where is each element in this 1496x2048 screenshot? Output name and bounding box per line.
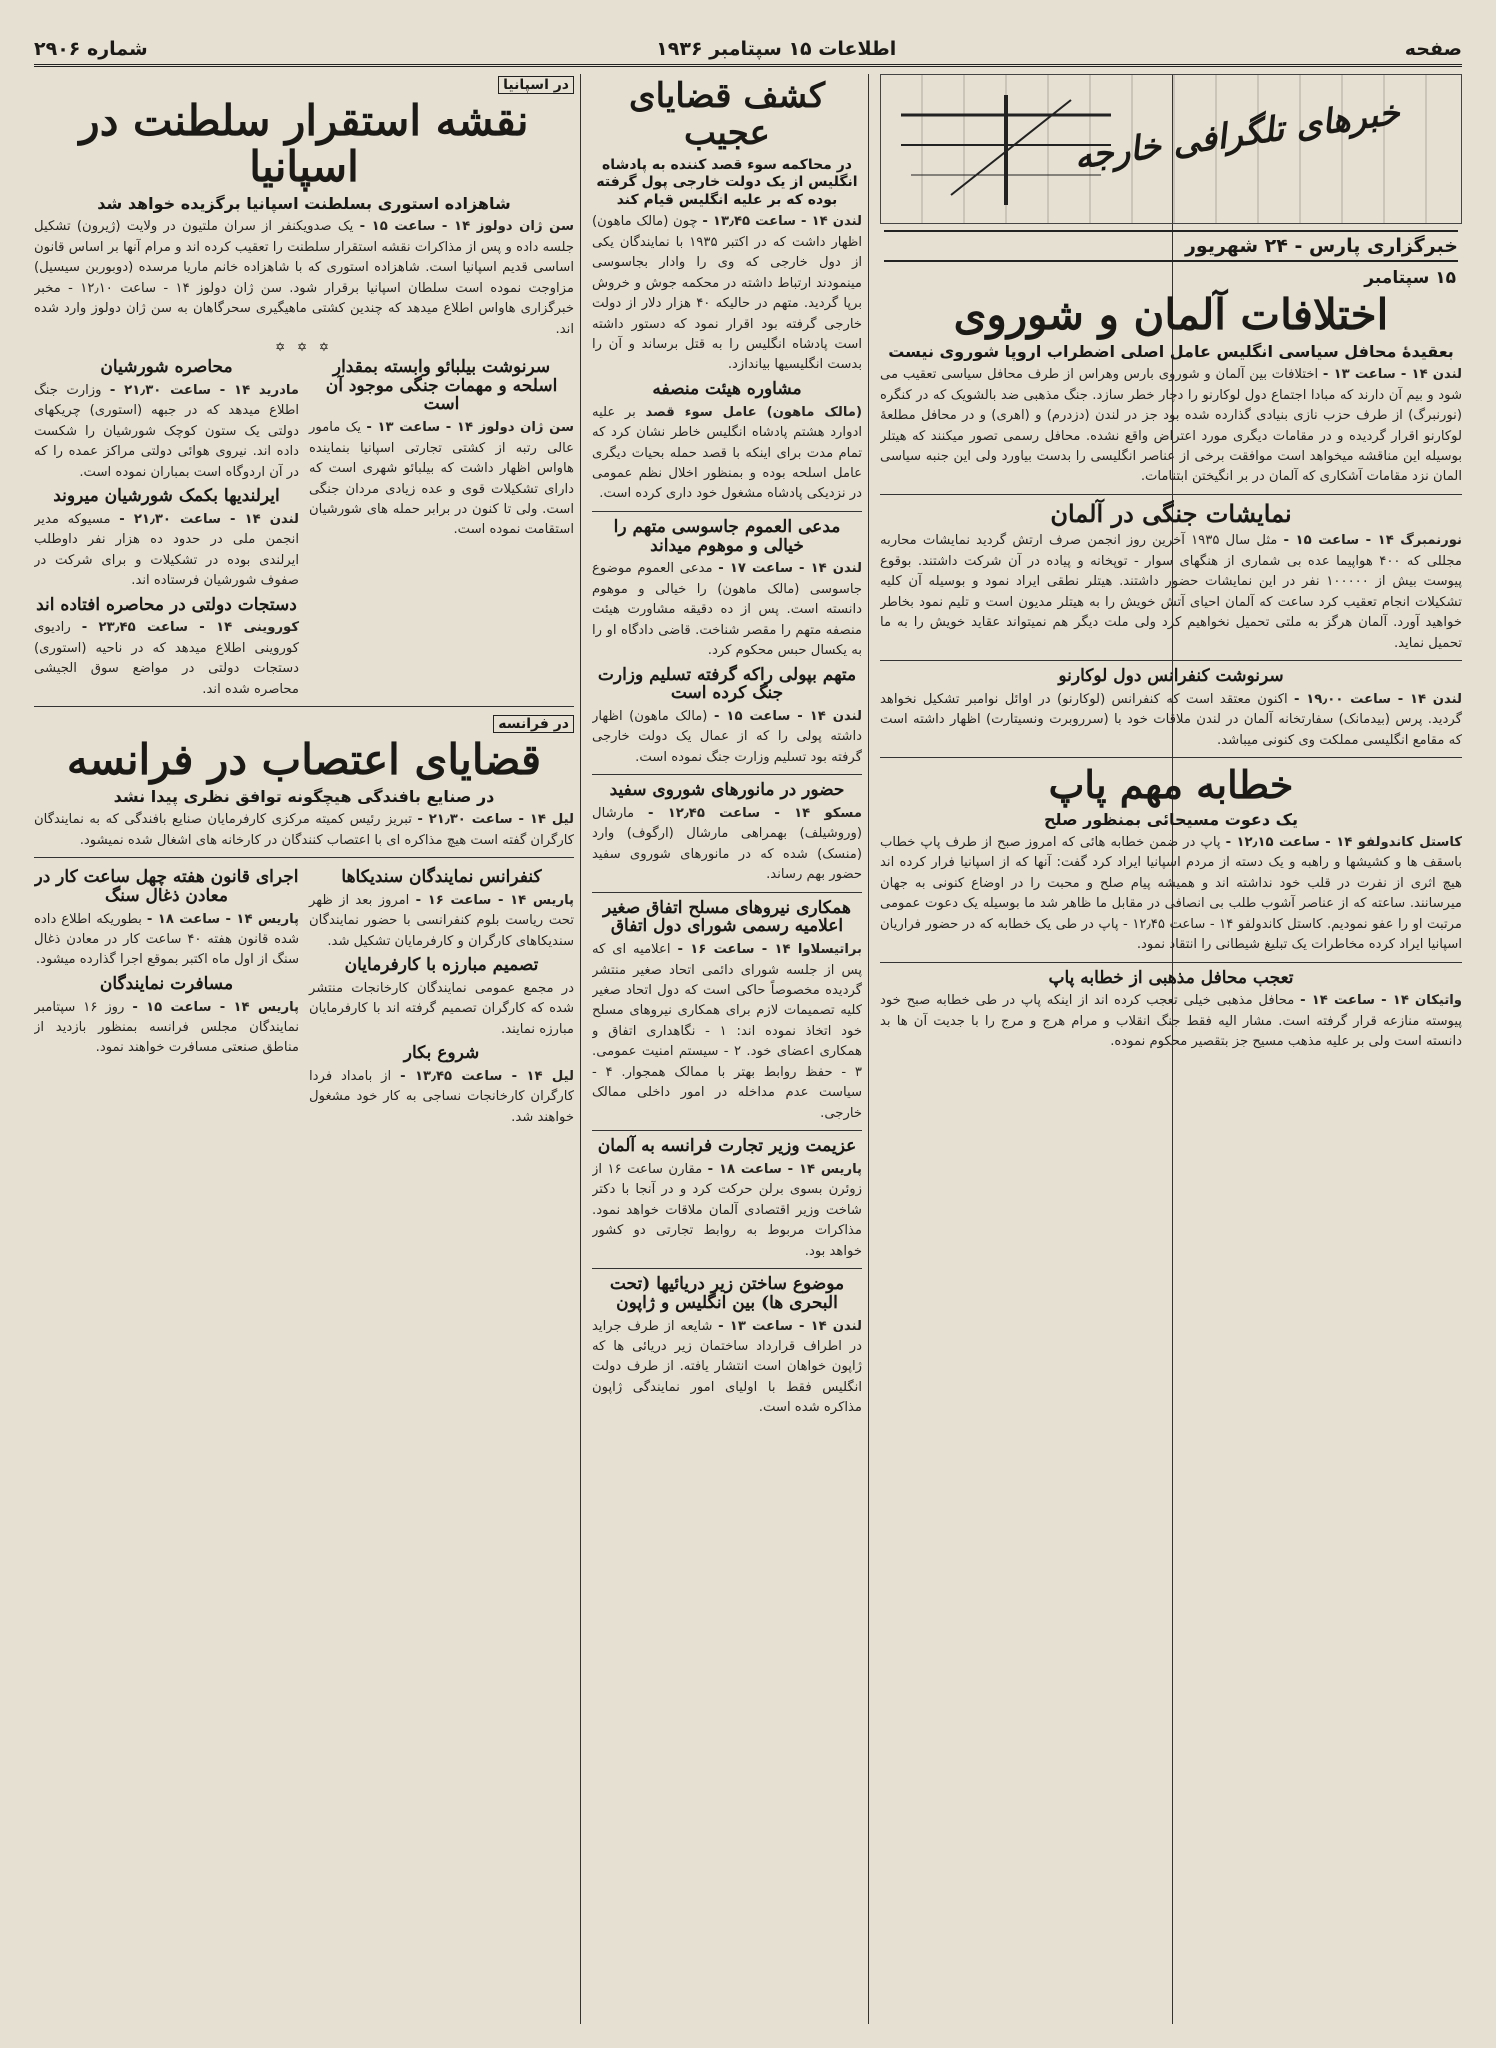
divider [34, 857, 574, 858]
section-tag-spain: در اسپانیا [498, 76, 574, 94]
headline-soviet-maneuvers: حضور در مانورهای شوروی سفید [609, 780, 845, 801]
page-label: صفحه [1404, 38, 1462, 60]
dateline: لیل ۱۴ - ساعت ۲۱٫۳۰ - [417, 812, 574, 828]
headline-rebel-siege: محاصره شورشیان [100, 357, 233, 378]
two-column-block [34, 864, 574, 1128]
headline-strange-discovery: کشف قضایای عجیب [628, 76, 826, 154]
headline-money-war-ministry: متهم بپولی راکه گرفته تسلیم وزارت جنگ کرده است [597, 664, 857, 704]
headline-submarines: موضوع ساختن زیر دریائیها (تحت البحری ها) بین انگلیس و ژاپون [609, 1274, 845, 1313]
column-middle [592, 74, 862, 2034]
article-body [592, 1160, 862, 1262]
section-tag-france: در فرانسه [493, 715, 574, 733]
headline-prosecutor: مدعی العموم جاسوسی متهم را خیالی و موهوم میداند [613, 516, 841, 556]
article-text: روز ۱۶ سپتامبر نمایندگان مجلس فرانسه بمنظور بازدید از مناطق صنعتی مسافرت خواهند نمود. [34, 999, 299, 1056]
article-body [34, 998, 299, 1059]
article-body [880, 690, 1462, 751]
headline-france-strikes: قضایای اعتصاب در فرانسه [66, 735, 542, 785]
article-body [34, 910, 299, 971]
dateline: (مالک ماهون) عامل سوء قصد [645, 404, 862, 420]
article-body [34, 510, 299, 592]
headline-govt-troops: دستجات دولتی در محاصره افتاده اند [36, 594, 297, 615]
article-text: مثل سال ۱۹۳۵ آخرین روز انجمن صرف ارتش گردید نمایشات محاربه مجللی که ۴۰۰ هواپیما عده بی شماری از هنگهای سوار - توپخانه و پیاده در آن شرکت داشتند. بوقوع پیوست بیش از ۱۰۰۰۰۰ نفر در این نمایشات حضور داشتند. هیتلر نطقی ایراد نمود و بوسیله آن کلیه تشکیلات انجام تعقیب کرد ساعت که آلمان احیای آتش خویش را به هیتلر مدیون است و تلیم نمود بخاطر خواهید آورد. آلمان هرگز به ملتی تحمیل نخواهیم کرد ولی ملت دیگر هم نمیتواند عقاید خویش را به ما تحمیل نماید. [880, 533, 1462, 651]
headline-irish-rebels: ایرلندیها بکمک شورشیان میروند [53, 486, 280, 507]
headline-jury: مشاوره هیئت منصفه [652, 378, 802, 399]
headline-little-entente: همکاری نیروهای مسلح اتفاق صغیر اعلامیه رسمی شورای دول اتفاق [603, 897, 851, 937]
headline-spain-monarchy: نقشه استقرار سلطنت در اسپانیا [79, 96, 529, 192]
agency-line: خبرگزاری پارس - ۲۴ شهریور [884, 230, 1458, 262]
article-text: وزارت جنگ اطلاع میدهد که در جبهه (استوری) چریکهای دولتی یک ستون کوچک شورشیان را شکست داده اند. نیروی هوائی دولتی مراکز عمده را که در آن اردوگاه است بمباران نموده است. [34, 382, 299, 480]
subheadline: یک دعوت مسیحائی بمنظور صلح [1044, 809, 1298, 829]
dateline: مسکو ۱۴ - ساعت ۱۲٫۴۵ - [648, 805, 862, 821]
headline-pope-speech: خطابه مهم پاپ [1048, 762, 1294, 808]
article-text: امروز بعد از ظهر تحت ریاست بلوم کنفرانسی با حضور نمایندگان سندیکاهای کارگران و کارفرمایان تشکیل شد. [309, 892, 574, 949]
article-body [34, 381, 299, 483]
dateline: کوروینی ۱۴ - ساعت ۲۳٫۴۵ - [81, 620, 299, 636]
article-body [880, 991, 1462, 1052]
dateline: کاستل کاندولفو ۱۴ - ساعت ۱۲٫۱۵ - [1225, 834, 1462, 850]
divider [880, 962, 1462, 963]
dateline: پاریس ۱۴ - ساعت ۱۸ - [707, 1161, 862, 1177]
column-rule [868, 74, 869, 2024]
article-text: مارشال (وروشیلف) بهمراهی مارشال (ارگوف) وارد (منسک) شده که در مانورهای شوروی سفید حضور بهم رساند. [592, 805, 862, 883]
article-body [592, 707, 862, 768]
article-body [592, 804, 862, 886]
headline-back-to-work: شروع بکار [403, 1043, 480, 1064]
article-text: چون (مالک ماهون) اظهار داشت که در اکتبر ۱۹۳۵ با نمایندگان یکی از دول خارجی که وی را وادار بجاسوسی مینمودند ارتباط داشته در محکمه جوش و خروش برپا گردید. متهم در حالیکه ۴۰ هزار دلار از دولت خارجی گرفته بود اقرار نمود که دستور داشته است پادشاه انگلیس را به قتل برساند و آن را بدست انگلیسیها بیاندازد. [592, 214, 862, 373]
headline-locarno: سرنوشت کنفرانس دول لوکارنو [1058, 666, 1284, 687]
divider [592, 1268, 862, 1269]
column-rule [580, 74, 581, 2024]
article-text: یک صدویکنفر از سران ملتیون در ولایت (ژیرون) تشکیل جلسه داده و پس از مذاکرات نقشه استقرار سلطنت را تعقیب کرده اند و مرام آنها بر اساس قانون اساسی قدیم اسپانیا است. شاهزاده استوری که با شاهزاده خانم ماریا مرسده (دوبوربن سیسیل) مزاوجت نموده است سلطان اسپانیا برقرار شود. سن ژان دولوز ۱۴ - ساعت ۱۲٫۱۰ - مخبر خبرگزاری هاواس اطلاع میدهد که چندین کشتی ماهیگیری سحرگاهان به سن ژان دولوز وارد شده اند. [34, 219, 574, 337]
headline-germany-soviet: اختلافات آلمان و شوروی [953, 290, 1389, 339]
article-body [309, 1067, 574, 1128]
article-text: (مالک ماهون) اظهار داشته پولی را که از عمال یک دولت خارجی گرفته بود تسلیم وزارت جنگ نموده است. [592, 708, 862, 765]
dateline: لندن ۱۴ - ساعت ۱۳ - [718, 1318, 862, 1334]
dateline: مادرید ۱۴ - ساعت ۲۱٫۳۰ - [109, 382, 299, 398]
divider [880, 757, 1462, 758]
article-text: مدعی العموم موضوع جاسوسی (مالک ماهون) را خیالی و موهوم دانسته است. پس از ده دقیقه مشاورت هیئت منصفه متهم را مقصر شناخت. قاضی دادگاه او را به یکسال حبس محکوم کرد. [592, 561, 862, 659]
article-text: اختلافات بین آلمان و شوروی بارس وهراس از طرف محافل سیاسی تعقیب می شود و بیم آن دارند که مبادا اجتماع دول لوکارنو را دچار خطر سازد. جنگ مذهبی ضد بالشویک که در کنگره (نورنبرگ) از طرف حزب نازی بنیادی گذارده شده بود جز در لندن (دزدرم) و (اهری) و در محافل مطلعهٔ لوکارنو اقرار گردیده و در مقامات دیگری مورد اعتراض واقع نشده. محافل رسمی تصور میکنند که هیتلر بوسیله این مناقشه میخواهد است موافقت برخی از عناصر انگلیسی را بدست بیاورد ولی این جنبه سیاسی المان نزد مقامات آشکاری که آلمان در بر انگیختن ابتنامات. [880, 367, 1462, 485]
dateline: لندن ۱۴ - ساعت ۲۱٫۳۰ - [119, 511, 299, 527]
dateline: پاریس ۱۴ - ساعت ۱۶ - [415, 892, 574, 908]
subheadline: شاهزاده استوری بسلطنت اسپانیا برگزیده خواهد شد [97, 194, 511, 214]
article-text: مقارن ساعت ۱۶ از زوئرن بسوی برلن حرکت کرد و در آنجا با دکتر شاخت وزیر اقتصادی آلمان ملاقات خواهد نمود. مذاکرات مربوط به روابط تجارتی دو کشور خواهد بود. [592, 1161, 862, 1259]
article-text: مسیوکه مدیر انجمن ملی در حدود ده هزار نفر داوطلب ایرلندی بوده در تشکیلات و برای شرکت در صفوف شورشیان فرستاده اند. [34, 511, 299, 589]
dateline: لندن ۱۴ - ساعت ۱۳ - [1322, 367, 1462, 383]
dateline: لندن ۱۴ - ساعت ۱۳٫۴۵ - [702, 214, 862, 230]
article-text: در مجمع عمومی نمایندگان کارخانجات منتشر شده که کارگران تصمیم گرفته اند با کارفرمایان مبارزه نمایند. [309, 980, 574, 1037]
dateline: پاریس ۱۴ - ساعت ۱۵ - [132, 999, 299, 1015]
article-body [34, 217, 574, 340]
headline-military-show: نمایشات جنگی در آلمان [1050, 498, 1292, 528]
article-text: محافل مذهبی خیلی تعجب کرده اند از اینکه پاپ در طی خطابه صبح خود پیوسته منازعه قرار گرفته است. مشار الیه فقط جنگ انقلاب و مرام هرج و مرج را با جدیت آن ها بد دانسته است ولی بر علیه مذهب مسیح جز بتقصیر محکوم نموده. [880, 993, 1462, 1050]
dateline: لیل ۱۴ - ساعت ۱۳٫۴۵ - [400, 1068, 574, 1084]
headline-syndicates: کنفرانس نمایندگان سندیکاها [341, 867, 542, 888]
article-text: یک مامور عالی رتبه از کشتی تجارتی اسپانیا بنماینده هاواس اظهار داشت که بیلبائو شهری است که دارای تشکیلات قوی و عده زیادی مردان جنگی است. ولی تا کنون در برابر حمله های شورشیان استقامت نموده است. [309, 420, 574, 538]
star-divider: ✡ ✡ ✡ [275, 340, 333, 355]
article-body [880, 531, 1462, 654]
article-body [34, 618, 299, 700]
column-left [34, 74, 574, 2034]
dateline: پاریس ۱۴ - ساعت ۱۸ - [146, 911, 299, 927]
headline-religious-circles: تعجب محافل مذهبی از خطابه پاپ [1048, 967, 1294, 988]
article-body [34, 810, 574, 851]
article-text: پاپ در ضمن خطابه هائی که امروز صبح از طرف پاپ خطاب باسقف ها و کشیشها و راهبه و یک دسته از مردم اسپانیا ایراد کرد گفت: آنها که از اسپانیا فرار کرده اند هیچ اثری از نفرت در قلب خود نداشته اند و همیشه پیام صلح و محبت را در اوضاع کنونی به جهان میرسانند. ساعته که از عناصر آشوب طلب بی انصافی در مقابل ما ظاهر شد ما بوسیله یک دعوت عمومی مرتبت او را عفو نمودیم. کاستل کاندولفو ۱۴ - ساعت ۱۲٫۴۵ - پاپ در طی یک خطابه که در حضور فراریان اسپانیا ایراد کرده مخاطرات یک تبلیغ شیطانی را انتقاد نمود. [880, 834, 1462, 953]
article-text: رادیوی کوروینی اطلاع میدهد که در ناحیه (استوری) دستجات دولتی در مواضع سوق الجیشی محاصره شده اند. [34, 620, 299, 697]
news-logo [880, 74, 1462, 224]
headline-bilbao: سرنوشت بیلبائو وابسته بمقدار اسلحه و مهمات جنگی موجود آن است [325, 357, 558, 415]
divider [592, 892, 862, 893]
dateline: واتیکان ۱۴ - ساعت ۱۴ - [1300, 993, 1462, 1009]
article-text: تبریز رئیس کمیته مرکزی کارفرمایان صنایع بافندگی که به نمایندگان کارگران گفته است هیچ مذاکره ای با اعتصاب کنندگان در کارخانه های اشغال شده نمیشود. [34, 812, 574, 848]
article-body [592, 559, 862, 661]
divider [880, 660, 1462, 661]
dateline: نورنمبرگ ۱۴ - ساعت ۱۵ - [1283, 533, 1462, 549]
divider [592, 511, 862, 512]
divider [592, 1130, 862, 1131]
dateline: براتیسلاوا ۱۴ - ساعت ۱۶ - [677, 942, 862, 958]
article-text: بطوریکه اطلاع داده شده قانون هفته ۴۰ ساعت کار در معادن ذغال سنگ از اول ماه اکتبر بموقع اجرا گذارده میشود. [34, 911, 299, 968]
dateline: لندن ۱۴ - ساعت ۱۹٫۰۰ - [1294, 691, 1462, 707]
headline-deputies-trip: مسافرت نمایندگان [99, 973, 234, 994]
article-text: بر علیه ادوارد هشتم پادشاه انگلیس خاطر نشان کرد که تمام مدت برای اینکه با قصد حمله بحیات دیگری عامل اسلحه بوده و بمنظور اخلال نظم عمومی در نزدیکی پادشاه مشغول خود داری کرده است. [592, 404, 862, 502]
two-column-block [34, 354, 574, 700]
dateline: سن ژان دولوز ۱۴ - ساعت ۱۳ - [366, 420, 574, 436]
divider [34, 706, 574, 707]
headline-trade-minister: عزیمت وزیر تجارت فرانسه به آلمان [597, 1136, 857, 1157]
newspaper-date: اطلاعات ۱۵ سپتامبر ۱۹۳۶ [656, 38, 897, 60]
article-body [309, 891, 574, 952]
article-body [309, 418, 574, 541]
headline-40-hour-week: اجرای قانون هفته چهل ساعت کار در معادن ذغال سنگ [34, 867, 299, 906]
dateline: سن ژان دولوز ۱۴ - ساعت ۱۵ - [359, 219, 574, 235]
dateline: لندن ۱۴ - ساعت ۱۵ - [713, 708, 862, 724]
subheadline: در صنایع بافندگی هیچگونه توافق نظری پیدا نشد [113, 787, 495, 807]
divider [592, 774, 862, 775]
article-text: شایعه از طرف جراید در اطراف قرارداد ساختمان زیر دریائی ها که ژاپون خواهان است انتشار یافته. از طرف دولت انگلیس فقط با اولیای امور نمایندگی ژاپون مذاکره شده است. [592, 1318, 862, 1416]
issue-number: شماره ۲۹۰۶ [34, 38, 148, 60]
dateline: لندن ۱۴ - ساعت ۱۷ - [718, 561, 862, 577]
article-body [592, 1317, 862, 1419]
article-text: از بامداد فردا کارگران کارخانجات نساجی به کار خود مشغول خواهند شد. [309, 1068, 574, 1125]
article-body [880, 833, 1462, 956]
date-line: ۱۵ سپتامبر [1364, 268, 1456, 288]
subheadline: بعقیدهٔ محافل سیاسی انگلیس عامل اصلی اضطراب اروپا شوروی نیست [888, 342, 1454, 362]
article-body [592, 940, 862, 1124]
divider [880, 494, 1462, 495]
article-body [592, 212, 862, 376]
logo-text: خبرهای تلگرافی خارجه [1071, 92, 1403, 178]
subheadline: در محاکمه سوء قصد کننده به پادشاه انگلیس از یک دولت خارجی پول گرفته بوده که بر علیه انگلیس قیام کند [596, 156, 858, 208]
column-right [880, 74, 1462, 2034]
masthead [34, 34, 1462, 67]
headline-struggle: تصمیم مبارزه با کارفرمایان [344, 955, 539, 976]
article-text: اعلامیه ای که پس از جلسه شورای دائمی اتحاد صغیر منتشر گردیده مخصوصاً حاکی است که دول اتحاد صغیر کلیه تصمیمات لازم برای همکاری نیروهای مسلح خود اتخاذ نموده اند: ۱ - نگاهداری اتفاق و همکاری اعضای خود. ۲ - سیستم امنیت عمومی. ۳ - حفظ روابط بهتر با ممالک همجوار. ۴ - سیاست عدم مداخله در امور داخلی ممالک خارجی. [592, 942, 862, 1121]
article-text: اکنون معتقد است که کنفرانس (لوکارنو) در اوائل نوامبر تشکیل نخواهد گردید. پرس (بیدمانک) سفارتخانه آلمان در لندن ملاقات خود با (سرروبرت ونسیتارت) اظهار داشته است که مقامع انگلیسی مملکت وی کنونی میباشد. [880, 691, 1462, 748]
article-body [880, 365, 1462, 488]
article-body [592, 403, 862, 505]
